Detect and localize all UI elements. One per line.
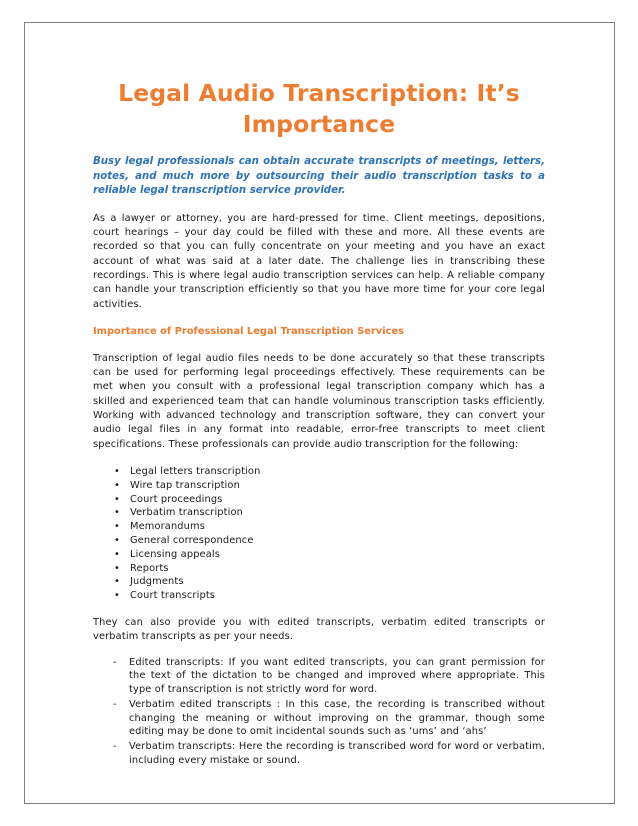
bullet-marker: • bbox=[114, 576, 120, 588]
list-item-text: Memorandums bbox=[130, 521, 205, 533]
list-item bbox=[93, 562, 545, 576]
list-item-text: Reports bbox=[130, 562, 169, 574]
document-title: Legal Audio Transcription: It’s Importance bbox=[118, 79, 520, 138]
list-item-text: Court transcripts bbox=[130, 590, 216, 602]
list-item-text: Verbatim transcripts: Here the recording is transcribed word for word or verbatim, including every mistake or sound. bbox=[129, 741, 545, 767]
list-item bbox=[93, 740, 545, 768]
list-item-text: General correspondence bbox=[130, 534, 254, 546]
list-item bbox=[93, 575, 545, 589]
bullet-marker: • bbox=[114, 534, 120, 546]
list-item bbox=[93, 506, 545, 520]
dash-marker: - bbox=[113, 698, 117, 710]
bullet-marker: • bbox=[114, 493, 120, 505]
bullet-marker: • bbox=[114, 590, 120, 602]
list-item bbox=[93, 479, 545, 493]
list-item bbox=[93, 520, 545, 534]
list-item-text: Edited transcripts: If you want edited transcripts, you can grant permission for the text of the dictation to be changed and improved where appropriate. This type of transcription is not strictly word for word. bbox=[129, 656, 545, 696]
transcript-types-list bbox=[93, 656, 545, 768]
list-item-text: Verbatim transcription bbox=[130, 507, 244, 519]
list-item bbox=[93, 698, 545, 739]
bullet-marker: • bbox=[114, 548, 120, 560]
list-item-text: Judgments bbox=[130, 576, 184, 588]
list-item-text: Legal letters transcription bbox=[130, 465, 261, 477]
list-item bbox=[93, 589, 545, 603]
dash-marker: - bbox=[113, 656, 117, 668]
document-body bbox=[93, 78, 545, 769]
list-item bbox=[93, 548, 545, 562]
list-item-text: Verbatim edited transcripts : In this case, the recording is transcribed without changing the meaning or without improving on the grammar, though some editing may be done to omit incidental sounds such as ‘ums’ and ‘ahs’ bbox=[129, 698, 545, 738]
list-item-text: Licensing appeals bbox=[130, 548, 221, 560]
list-item bbox=[93, 656, 545, 697]
list-item-text: Wire tap transcription bbox=[130, 479, 240, 491]
intro-paragraph: Busy legal professionals can obtain accurate transcripts of meetings, letters, notes, and much more by outsourcing their audio transcription tasks to a reliable legal transcription service provider. bbox=[93, 156, 545, 197]
bullet-marker: • bbox=[114, 465, 120, 477]
services-bullet-list bbox=[93, 465, 545, 603]
list-item bbox=[93, 493, 545, 507]
section-heading: Importance of Professional Legal Transcription Services bbox=[93, 325, 405, 337]
list-item bbox=[93, 465, 545, 479]
body-paragraph-1: As a lawyer or attorney, you are hard-pressed for time. Client meetings, depositions, court hearings – your day could be filled with these and more. All these events are recorded so that you can fully concentrate on your meeting and you have an exact account of what was said at a later date. The challenge lies in transcribing these recordings. This is where legal audio transcription services can help. A reliable company can handle your transcription efficiently so that you have more time for your core legal activities. bbox=[93, 212, 545, 310]
body-paragraph-2: Transcription of legal audio files needs to be done accurately so that these transcripts can be used for performing legal proceedings effectively. These requirements can be met when you consult with a professional legal transcription company which has a skilled and experienced team that can handle voluminous transcription tasks efficiently. Working with advanced technology and transcription software, they can convert your audio legal files in any format into readable, error-free transcripts to meet client specifications. These professionals can provide audio transcription for the following: bbox=[93, 352, 545, 450]
bullet-marker: • bbox=[114, 507, 120, 519]
dash-marker: - bbox=[113, 741, 117, 753]
bullet-marker: • bbox=[114, 562, 120, 574]
bullet-marker: • bbox=[114, 521, 120, 533]
bullet-marker: • bbox=[114, 479, 120, 491]
list-item-text: Court proceedings bbox=[130, 493, 223, 505]
body-paragraph-3: They can also provide you with edited transcripts, verbatim edited transcripts or verbatim transcripts as per your needs. bbox=[93, 616, 545, 643]
list-item bbox=[93, 534, 545, 548]
